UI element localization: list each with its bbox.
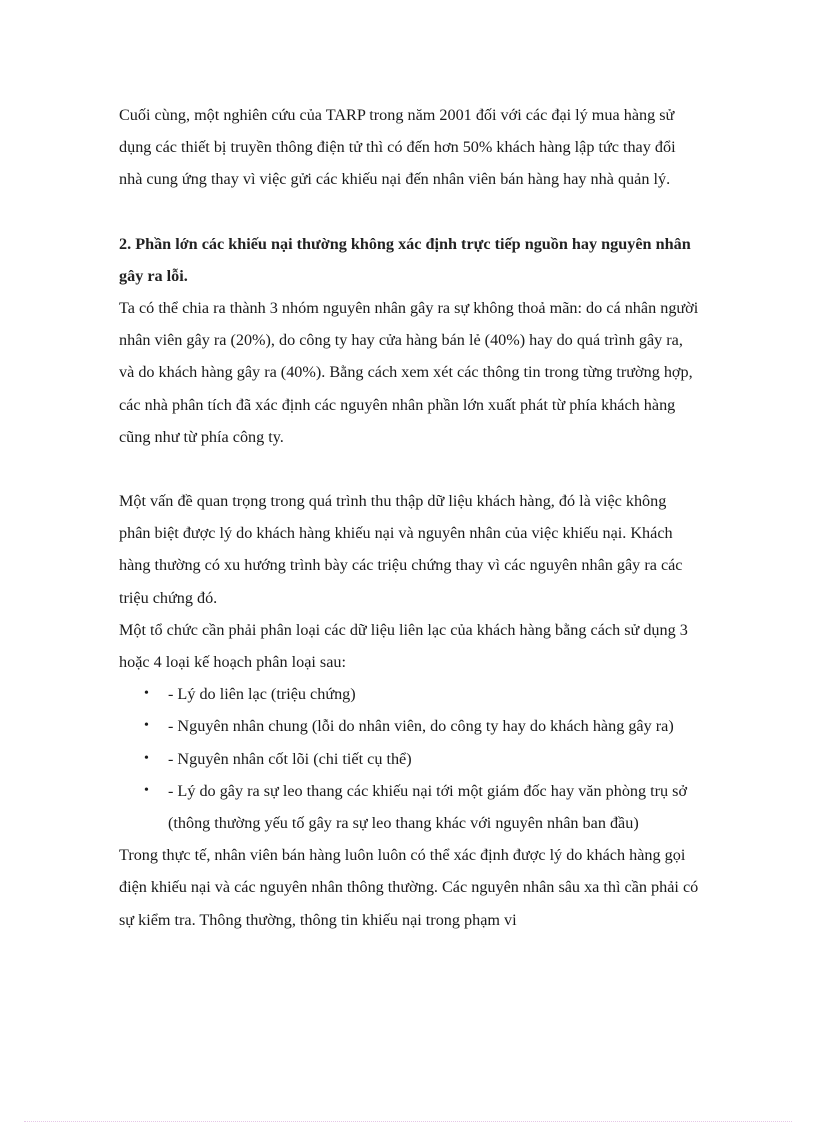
list-item-text: - Lý do gây ra sự leo thang các khiếu nại tới một giám đốc hay văn phòng trụ sở (thông thường yếu tố gây ra sự leo thang khác với nguyên nhân ban đầu) — [168, 781, 688, 833]
list-item-text: - Nguyên nhân chung (lỗi do nhân viên, do công ty hay do khách hàng gây ra) — [168, 717, 674, 736]
classification-list — [119, 678, 699, 839]
list-item-text: - Nguyên nhân cốt lõi (chi tiết cụ thể) — [168, 749, 412, 768]
bullet-icon: • — [144, 750, 149, 766]
list-item — [119, 678, 699, 710]
paragraph-section-intro: Ta có thể chia ra thành 3 nhóm nguyên nhân gây ra sự không thoả mãn: do cá nhân người nhân viên gây ra (20%), do công ty hay cửa hàng bán lẻ (40%) hay do quá trình gây ra, và do khách hàng gây ra (40%). Bằng cách xem xét các thông tin trong từng trường hợp, các nhà phân tích đã xác định các nguyên nhân phần lớn xuất phát từ phía khách hàng cũng như từ phía công ty. — [119, 299, 699, 446]
document-body — [119, 99, 699, 936]
paragraph-spacer — [119, 196, 699, 228]
paragraph-practice: Trong thực tế, nhân viên bán hàng luôn luôn có thể xác định được lý do khách hàng gọi điện khiếu nại và các nguyên nhân thông thường. Các nguyên nhân sâu xa thì cần phải có sự kiểm tra. Thông thường, thông tin khiếu nại trong phạm vi — [119, 846, 699, 929]
paragraph-classify: Một tổ chức cần phải phân loại các dữ liệu liên lạc của khách hàng bằng cách sử dụng 3 hoặc 4 loại kế hoạch phân loại sau: — [119, 620, 688, 672]
paragraph-tarp-study: Cuối cùng, một nghiên cứu của TARP trong năm 2001 đối với các đại lý mua hàng sử dụng các thiết bị truyền thông điện tử thì có đến hơn 50% khách hàng lập tức thay đổi nhà cung ứng thay vì việc gửi các khiếu nại đến nhân viên bán hàng hay nhà quản lý. — [119, 106, 676, 189]
list-item — [119, 775, 699, 839]
section-heading: 2. Phần lớn các khiếu nại thường không xác định trực tiếp nguồn hay nguyên nhân gây ra lỗi. — [119, 234, 691, 285]
page-bottom-border — [24, 1121, 792, 1122]
paragraph-spacer — [119, 453, 699, 485]
list-item — [119, 710, 699, 742]
list-item-text: - Lý do liên lạc (triệu chứng) — [168, 685, 356, 704]
bullet-icon: • — [144, 686, 149, 702]
bullet-icon: • — [144, 718, 149, 734]
bullet-icon: • — [144, 782, 149, 798]
list-item — [119, 743, 699, 775]
paragraph-problem: Một vấn đề quan trọng trong quá trình thu thập dữ liệu khách hàng, đó là việc không phân biệt được lý do khách hàng khiếu nại và nguyên nhân của việc khiếu nại. Khách hàng thường có xu hướng trình bày các triệu chứng thay vì các nguyên nhân gây ra các triệu chứng đó. — [119, 492, 683, 607]
